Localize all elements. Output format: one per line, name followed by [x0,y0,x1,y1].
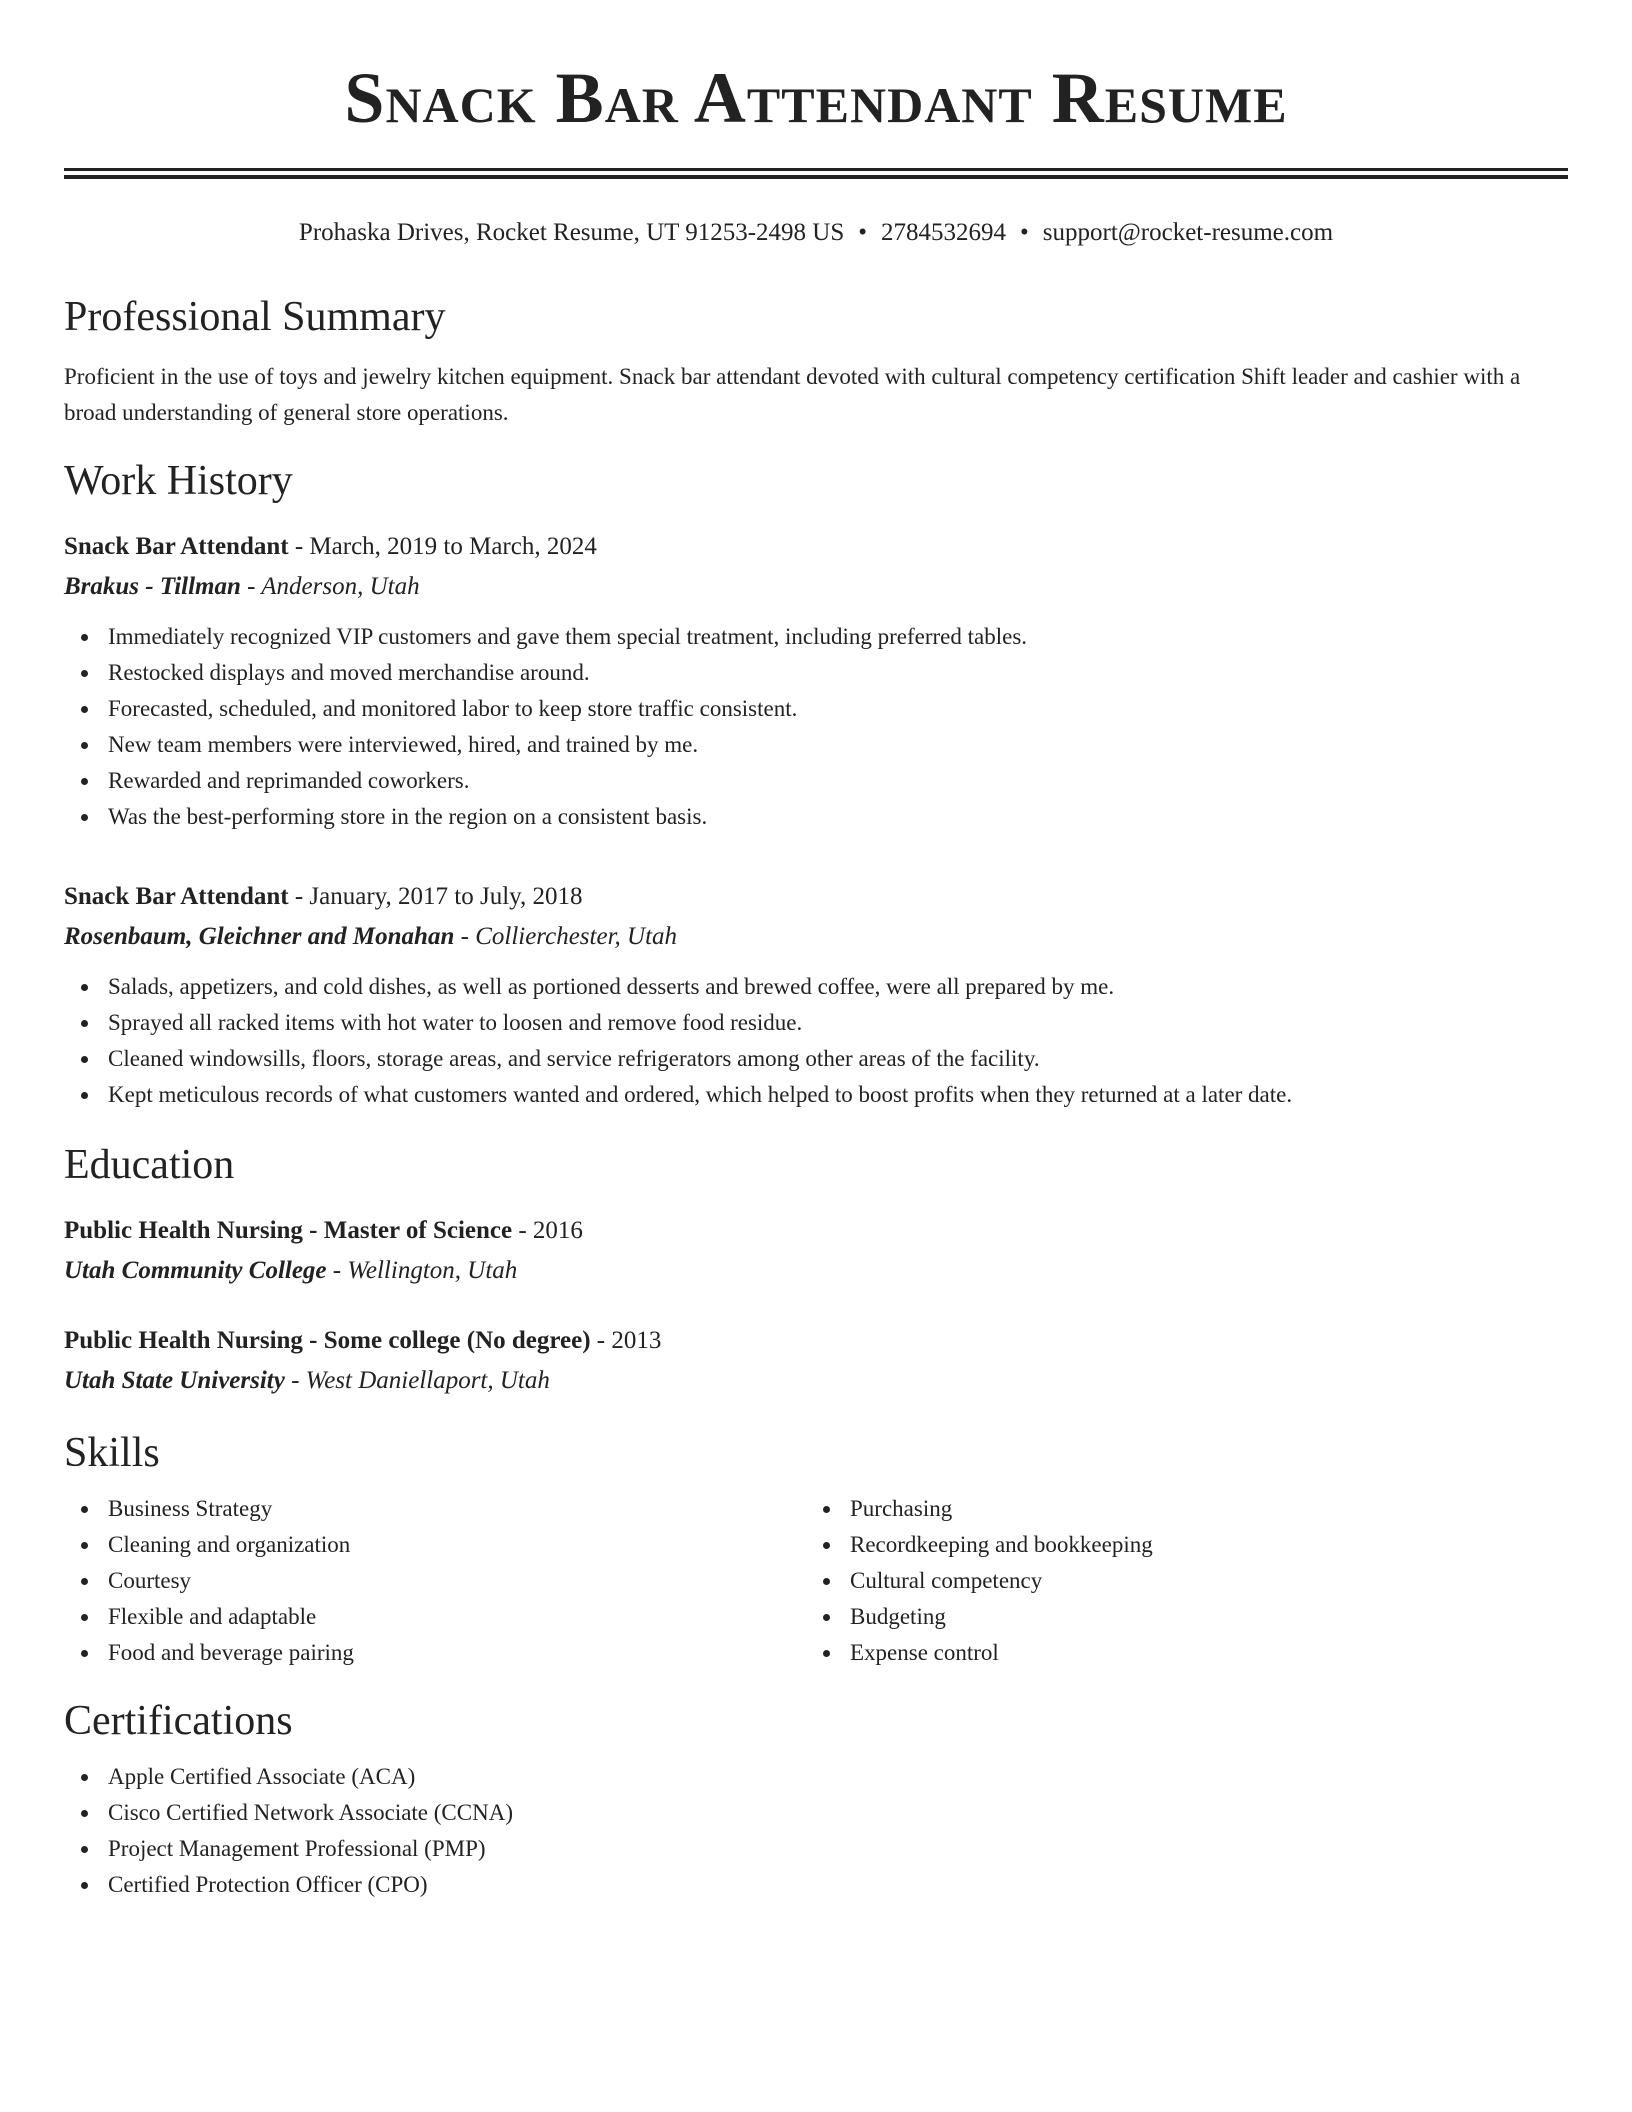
job-duties-list [64,969,1568,1113]
list-item: Cleaned windowsills, floors, storage areas, and service refrigerators among other areas of the facility. [64,1041,1568,1077]
education-school: Utah State University [64,1367,285,1394]
list-item: Restocked displays and moved merchandise around. [64,655,1568,691]
education-header [64,1321,1568,1361]
education-institution [64,1361,1568,1401]
education-school: Utah Community College [64,1257,327,1284]
list-item: Project Management Professional (PMP) [64,1831,1568,1867]
list-item: Purchasing [806,1491,1548,1527]
job-employer [64,917,1568,957]
job-location: - Collierchester, Utah [454,923,678,950]
education-year: - 2016 [512,1217,583,1244]
list-item: Sprayed all racked items with hot water to loosen and remove food residue. [64,1005,1568,1041]
skills-heading: Skills [64,1430,160,1476]
contact-line [64,217,1568,249]
skills-list-left [64,1491,806,1671]
contact-separator: • [1020,219,1029,246]
summary-text: Proficient in the use of toys and jewelry kitchen equipment. Snack bar attendant devoted with cultural competency certification Shift leader and cashier with a broad understanding of general store operations. [64,364,1521,425]
skills-columns [64,1491,1568,1671]
resume-title: Snack Bar Attendant Resume [344,58,1288,138]
certifications-list [64,1759,1568,1903]
list-item: Kept meticulous records of what customers wanted and ordered, which helped to boost profits when they returned at a later date. [64,1077,1568,1113]
title-double-rule [64,168,1568,179]
skills-list-right [806,1491,1548,1671]
education-header [64,1211,1568,1251]
job-duties-list [64,619,1568,835]
job-role: Snack Bar Attendant [64,533,289,560]
job-dates: - March, 2019 to March, 2024 [288,533,597,560]
list-item: Recordkeeping and bookkeeping [806,1527,1548,1563]
job-header [64,877,1568,917]
list-item: Budgeting [806,1599,1548,1635]
job-employer [64,567,1568,607]
job-dates: - January, 2017 to July, 2018 [288,883,583,910]
list-item: Business Strategy [64,1491,806,1527]
education-degree: Public Health Nursing - Some college (No degree) [64,1327,591,1354]
education-year: - 2013 [590,1327,662,1354]
list-item: Flexible and adaptable [64,1599,806,1635]
list-item: Was the best-performing store in the region on a consistent basis. [64,799,1568,835]
list-item: New team members were interviewed, hired, and trained by me. [64,727,1568,763]
list-item: Apple Certified Associate (ACA) [64,1759,1568,1795]
list-item: Courtesy [64,1563,806,1599]
contact-phone: 2784532694 [881,219,1006,246]
education-location: - West Daniellaport, Utah [284,1367,550,1394]
list-item: Food and beverage pairing [64,1635,806,1671]
education-entry [64,1321,1568,1401]
list-item: Cisco Certified Network Associate (CCNA) [64,1795,1568,1831]
education-heading: Education [64,1142,235,1188]
job-company: Rosenbaum, Gleichner and Monahan [64,923,455,950]
job-role: Snack Bar Attendant [64,883,289,910]
certifications-heading: Certifications [64,1698,293,1744]
list-item: Forecasted, scheduled, and monitored labor to keep store traffic consistent. [64,691,1568,727]
contact-address: Prohaska Drives, Rocket Resume, UT 91253-2498 US [298,219,845,246]
contact-separator: • [858,219,867,246]
education-degree: Public Health Nursing - Master of Science [64,1217,513,1244]
job-location: - Anderson, Utah [240,573,420,600]
list-item: Certified Protection Officer (CPO) [64,1867,1568,1903]
list-item: Immediately recognized VIP customers and gave them special treatment, including preferred tables. [64,619,1568,655]
list-item: Cleaning and organization [64,1527,806,1563]
list-item: Rewarded and reprimanded coworkers. [64,763,1568,799]
list-item: Expense control [806,1635,1548,1671]
work-history-heading: Work History [64,458,293,504]
list-item: Salads, appetizers, and cold dishes, as well as portioned desserts and brewed coffee, were all prepared by me. [64,969,1568,1005]
education-entry [64,1211,1568,1291]
job-entry [64,527,1568,835]
education-institution [64,1251,1568,1291]
job-header [64,527,1568,567]
summary-heading: Professional Summary [64,294,446,340]
job-company: Brakus - Tillman [64,573,241,600]
list-item: Cultural competency [806,1563,1548,1599]
job-entry [64,877,1568,1113]
education-location: - Wellington, Utah [326,1257,518,1284]
contact-email: support@rocket-resume.com [1042,219,1334,246]
